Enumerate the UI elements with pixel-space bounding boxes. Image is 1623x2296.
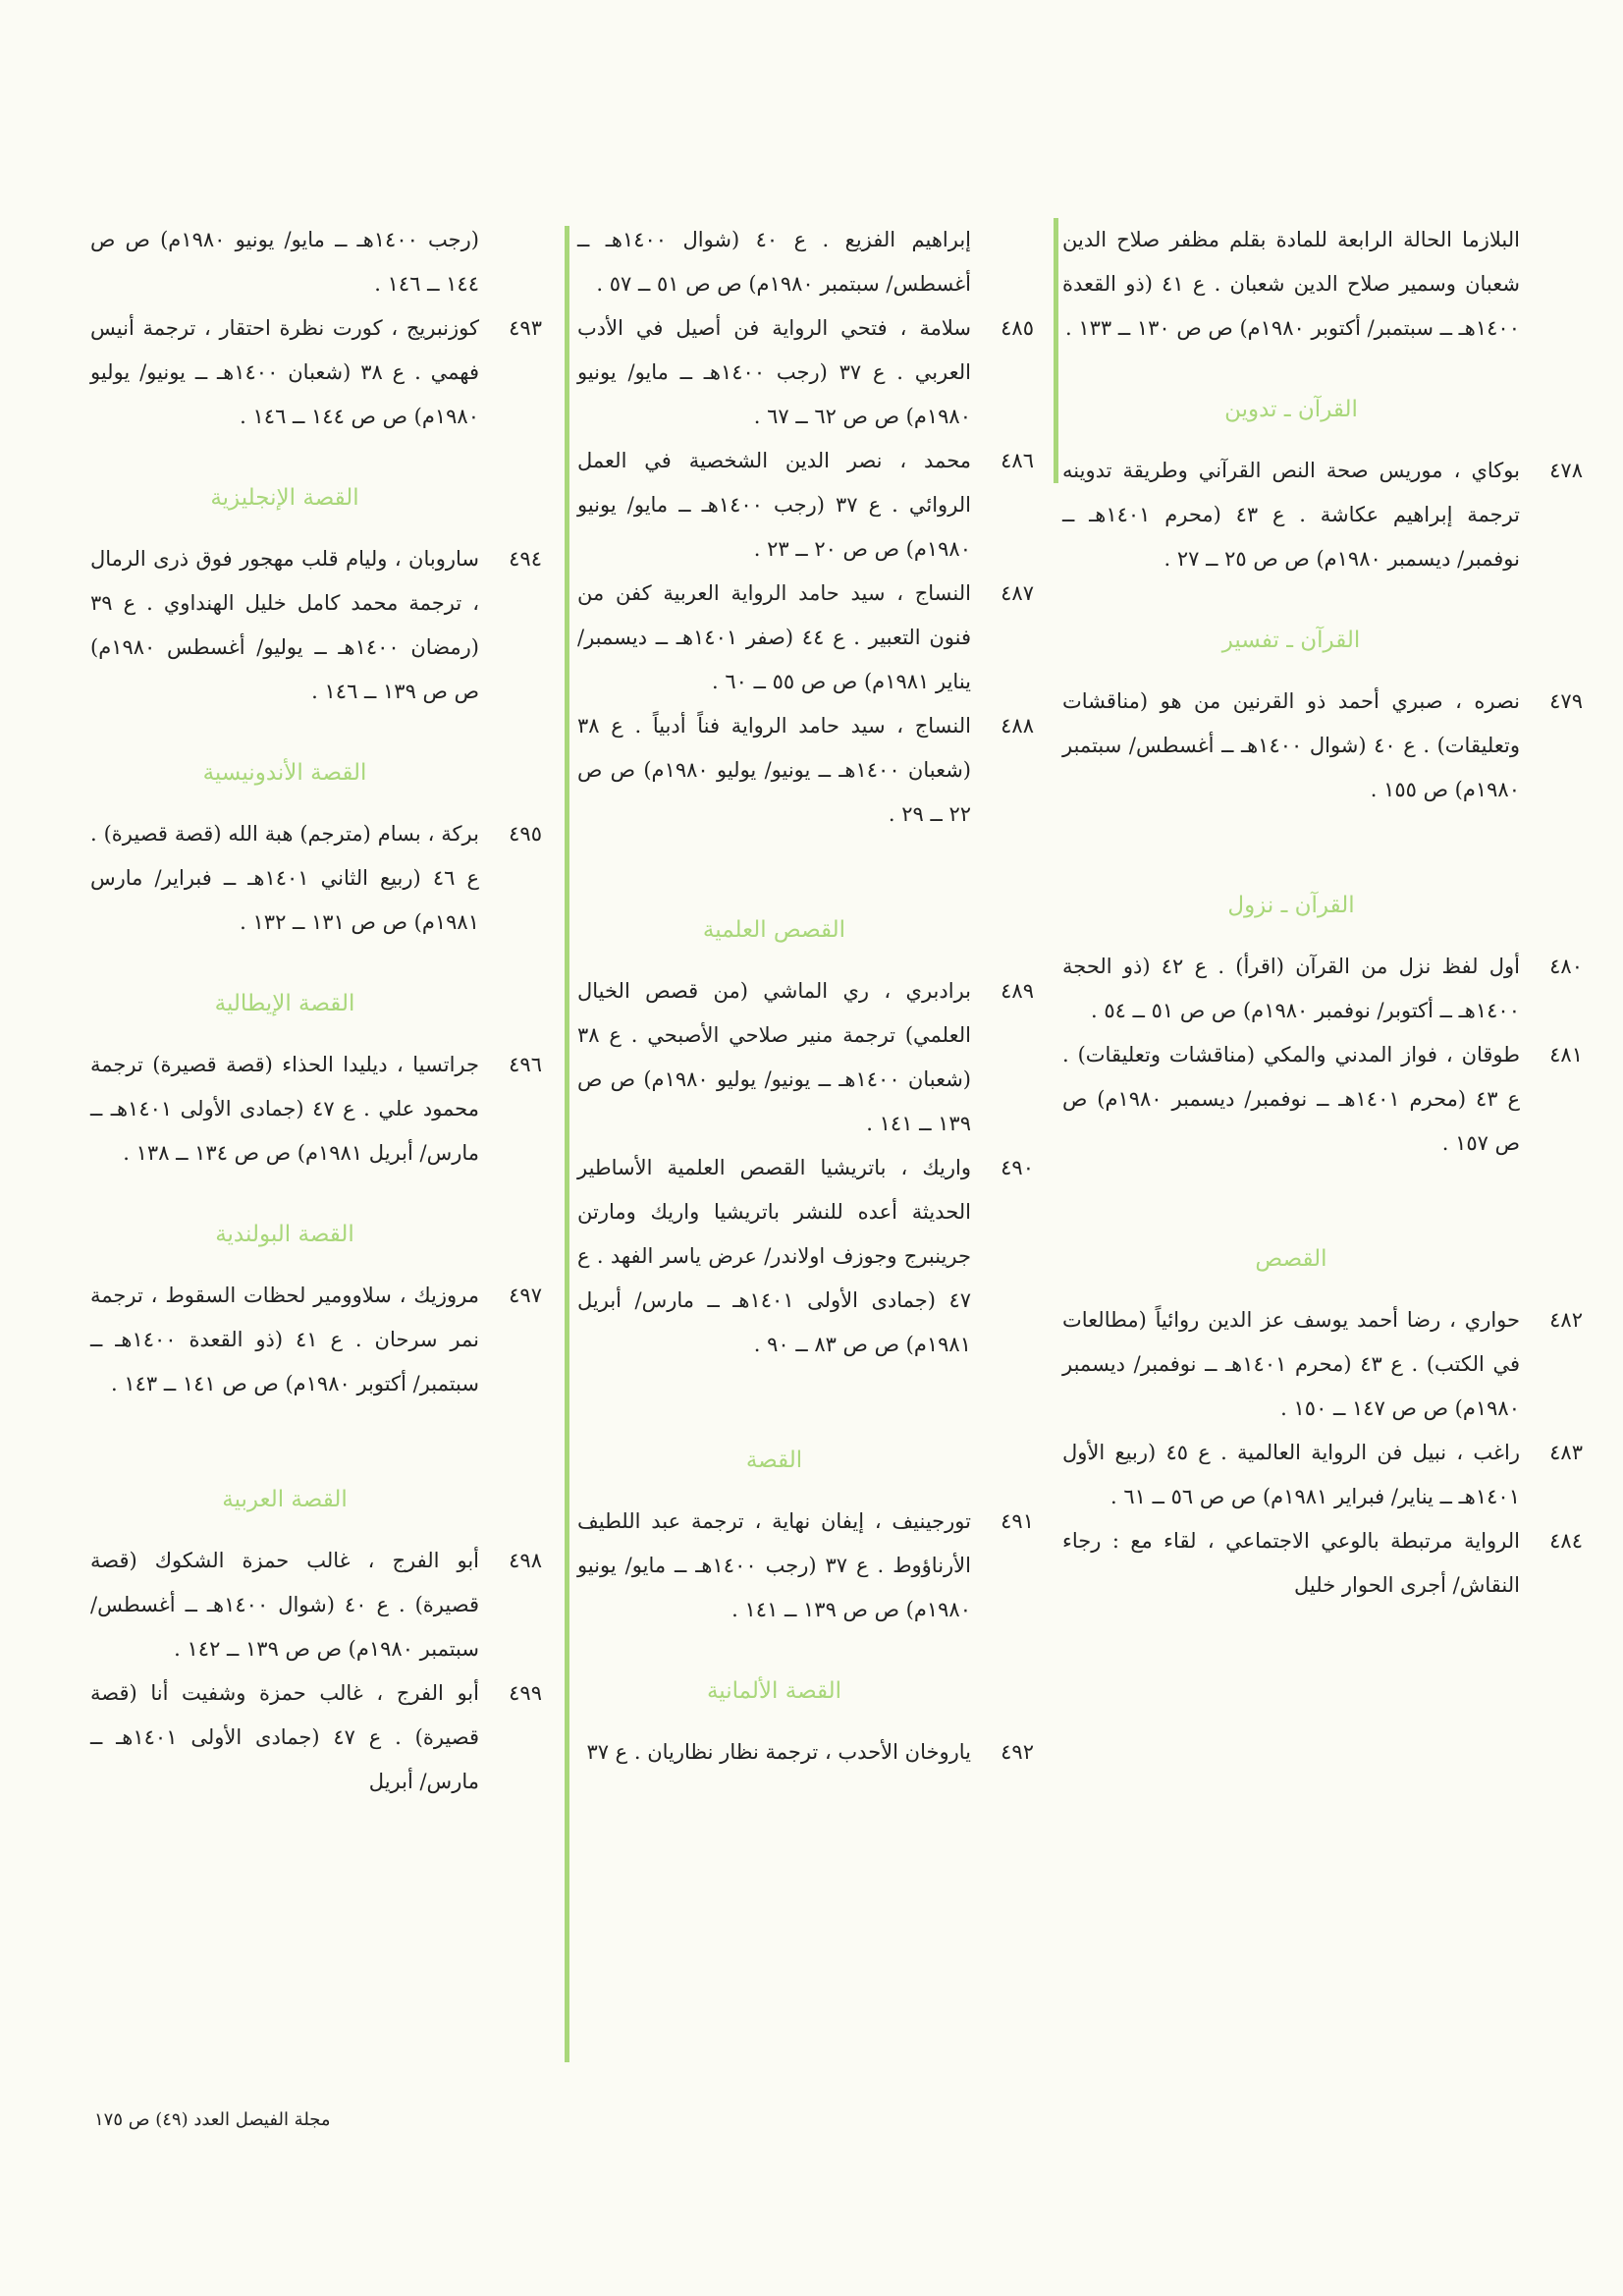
entry-494 <box>90 537 542 714</box>
entry-number: ٤٨٢ <box>1549 1308 1583 1332</box>
entry-number: ٤٨٣ <box>1549 1441 1583 1464</box>
entry-498 <box>90 1539 542 1671</box>
entry-499 <box>90 1671 542 1804</box>
entry-text: الرواية مرتبطة بالوعي الاجتماعي ، لقاء مع : رجاء النقاش/ أجرى الحوار خليل <box>1062 1529 1520 1597</box>
entry-488 <box>577 704 1034 837</box>
entry-number: ٤٩٢ <box>1001 1740 1034 1764</box>
entry-480 <box>1062 945 1583 1033</box>
section-heading: القصص العلمية <box>702 917 846 943</box>
left-column <box>90 218 542 1804</box>
entry-text: ياروخان الأحدب ، ترجمة نظار نظاريان . ع ٣٧ <box>586 1740 971 1764</box>
entry-484 <box>1062 1519 1583 1608</box>
entry-number: ٤٩٦ <box>509 1053 542 1076</box>
section-heading: القصة الأندونيسية <box>202 760 367 786</box>
entry-478 <box>1062 449 1583 581</box>
entry-479 <box>1062 680 1583 812</box>
section-heading: القصة الإنجليزية <box>210 485 359 511</box>
entry-text: بركة ، بسام (مترجم) هبة الله (قصة قصيرة) . ع ٤٦ (ربيع الثاني ١٤٠١هـ ــ فبراير/ مارس ١٩٨١م) ص ص ١٣١ ــ ١٣٢ . <box>90 822 479 934</box>
entry-number: ٤٩٩ <box>509 1681 542 1705</box>
entry-number: ٤٨١ <box>1549 1043 1583 1066</box>
right-column <box>1062 218 1583 1608</box>
entry-text: كوزنبريج ، كورت نظرة احتقار ، ترجمة أنيس فهمي . ع ٣٨ (شعبان ١٤٠٠هـ ــ يونيو/ يوليو ١٩٨٠م) ص ص ١٤٤ ــ ١٤٦ . <box>90 316 479 428</box>
entry-489 <box>577 969 1034 1146</box>
entry-number: ٤٩٤ <box>509 547 542 571</box>
entry-number: ٤٨٨ <box>1001 714 1034 738</box>
entry-497 <box>90 1274 542 1406</box>
entry-text: برادبري ، ري الماشي (من قصص الخيال العلمي) ترجمة منير صلاحي الأصبحي . ع ٣٨ (شعبان ١٤٠٠هـ ــ يونيو/ يوليو ١٩٨٠م) ص ص ١٣٩ ــ ١٤١ . <box>577 979 971 1135</box>
entry-text: أبو الفرج ، غالب حمزة وشفيت أنا (قصة قصيرة) . ع ٤٧ (جمادى الأولى ١٤٠١هـ ــ مارس/ أبريل <box>90 1681 479 1793</box>
entry-continuation: إبراهيم الفزيع . ع ٤٠ (شوال ١٤٠٠هـ ــ أغسطس/ سبتمبر ١٩٨٠م) ص ص ٥١ ــ ٥٧ . <box>577 228 971 296</box>
section-heading: القرآن ـ نزول <box>1227 893 1355 918</box>
entry-number: ٤٨٥ <box>1001 316 1034 340</box>
entry-482 <box>1062 1298 1583 1431</box>
entry-continuation: البلازما الحالة الرابعة للمادة بقلم مظفر صلاح الدين شعبان وسمير صلاح الدين شعبان . ع ٤١ (ذو القعدة ١٤٠٠هـ ــ سبتمبر/ أكتوبر ١٩٨٠م) ص ص ١٣٠ ــ ١٣٣ . <box>1062 228 1520 340</box>
entry-491 <box>577 1500 1034 1632</box>
entry-number: ٤٩١ <box>1001 1509 1034 1533</box>
entry-481 <box>1062 1033 1583 1166</box>
entry-number: ٤٩٨ <box>509 1549 542 1572</box>
entry-number: ٤٩٥ <box>509 822 542 846</box>
entry-number: ٤٨٦ <box>1001 449 1034 472</box>
entry-text: أول لفظ نزل من القرآن (اقرأ) . ع ٤٢ (ذو الحجة ١٤٠٠هـ ــ أكتوبر/ نوفمبر ١٩٨٠م) ص ص ٥١ ــ ٥٤ . <box>1062 955 1520 1022</box>
column-divider-right <box>1054 218 1058 483</box>
entry-number: ٤٨٤ <box>1549 1529 1583 1553</box>
entry-number: ٤٩٠ <box>1001 1156 1034 1179</box>
entry-text: نصره ، صبري أحمد ذو القرنين من هو (مناقشات وتعليقات) . ع ٤٠ (شوال ١٤٠٠هـ ــ أغسطس/ سبتمبر ١٩٨٠م) ص ١٥٥ . <box>1062 689 1520 801</box>
entry-number: ٤٨٩ <box>1001 979 1034 1003</box>
entry-text: واريك ، باتريشيا القصص العلمية الأساطير الحديثة أعده للنشر باتريشيا واريك ومارتن جرينبرج وجوزف اولاندر/ عرض ياسر الفهد . ع ٤٧ (جمادى الأولى ١٤٠١هـ ــ مارس/ أبريل ١٩٨١م) ص ص ٨٣ ــ ٩٠ . <box>577 1156 971 1356</box>
entry-text: راغب ، نبيل فن الرواية العالمية . ع ٤٥ (ربيع الأول ١٤٠١هـ ــ يناير/ فبراير ١٩٨١م) ص ص ٥٦ ــ ٦١ . <box>1062 1441 1520 1508</box>
section-heading: القرآن ـ تدوين <box>1224 397 1358 422</box>
page-footer: مجلة الفيصل العدد (٤٩) ص ١٧٥ <box>94 2109 331 2130</box>
section-heading: القصة العربية <box>222 1487 348 1512</box>
entry-490 <box>577 1146 1034 1367</box>
entry-text: مروزيك ، سلاوومير لحظات السقوط ، ترجمة نمر سرحان . ع ٤١ (ذو القعدة ١٤٠٠هـ ــ سبتمبر/ أكتوبر ١٩٨٠م) ص ص ١٤١ ــ ١٤٣ . <box>90 1284 479 1395</box>
entry-495 <box>90 812 542 945</box>
entry-text: سلامة ، فتحي الرواية فن أصيل في الأدب العربي . ع ٣٧ (رجب ١٤٠٠هـ ــ مايو/ يونيو ١٩٨٠م) ص ص ٦٢ ــ ٦٧ . <box>577 316 971 428</box>
section-heading: القرآن ـ تفسير <box>1221 628 1361 653</box>
entry-text: النساج ، سيد حامد الرواية العربية كفن من فنون التعبير . ع ٤٤ (صفر ١٤٠١هـ ــ ديسمبر/ يناير ١٩٨١م) ص ص ٥٥ ــ ٦٠ . <box>577 581 971 693</box>
entry-text: النساج ، سيد حامد الرواية فناً أدبياً . ع ٣٨ (شعبان ١٤٠٠هـ ــ يونيو/ يوليو ١٩٨٠م) ص ص ٢٢ ــ ٢٩ . <box>577 714 971 826</box>
entry-number: ٤٩٣ <box>509 316 542 340</box>
section-heading: القصة البولندية <box>215 1222 354 1247</box>
entry-number: ٤٧٩ <box>1549 689 1583 713</box>
entry-text: بوكاي ، موريس صحة النص القرآني وطريقة تدوينه ترجمة إبراهيم عكاشة . ع ٤٣ (محرم ١٤٠١هـ ــ نوفمبر/ ديسمبر ١٩٨٠م) ص ص ٢٥ ــ ٢٧ . <box>1062 459 1521 571</box>
entry-486 <box>577 439 1034 572</box>
section-heading: القصة <box>745 1448 803 1473</box>
section-heading: القصة الألمانية <box>706 1678 842 1704</box>
entry-number: ٤٨٠ <box>1549 955 1583 978</box>
entry-number: ٤٧٨ <box>1549 459 1583 482</box>
entry-485 <box>577 306 1034 439</box>
entry-492 <box>577 1730 1034 1775</box>
middle-column <box>577 218 1034 1775</box>
entry-text: تورجينيف ، إيفان نهاية ، ترجمة عبد اللطيف الأرناؤوط . ع ٣٧ (رجب ١٤٠٠هـ ــ مايو/ يونيو ١٩٨٠م) ص ص ١٣٩ ــ ١٤١ . <box>577 1509 971 1621</box>
entry-text: ساروبان ، وليام قلب مهجور فوق ذرى الرمال ، ترجمة محمد كامل خليل الهنداوي . ع ٣٩ (رمضان ١٤٠٠هـ ــ يوليو/ أغسطس ١٩٨٠م) ص ص ١٣٩ ــ ١٤٦ . <box>90 547 479 703</box>
entry-number: ٤٨٧ <box>1001 581 1034 605</box>
entry-487 <box>577 572 1034 704</box>
column-divider-middle <box>565 226 569 2062</box>
entry-496 <box>90 1043 542 1175</box>
entry-483 <box>1062 1431 1583 1519</box>
section-heading: القصة الإيطالية <box>214 991 355 1016</box>
entry-text: أبو الفرج ، غالب حمزة الشكوك (قصة قصيرة) . ع ٤٠ (شوال ١٤٠٠هـ ــ أغسطس/ سبتمبر ١٩٨٠م) ص ص ١٣٩ ــ ١٤٢ . <box>90 1549 479 1661</box>
entry-text: طوقان ، فواز المدني والمكي (مناقشات وتعليقات) . ع ٤٣ (محرم ١٤٠١هـ ــ نوفمبر/ ديسمبر ١٩٨٠م) ص ص ١٥٧ . <box>1062 1043 1520 1155</box>
entry-text: جراتسيا ، ديليدا الحذاء (قصة قصيرة) ترجمة محمود علي . ع ٤٧ (جمادى الأولى ١٤٠١هـ ــ مارس/ أبريل ١٩٨١م) ص ص ١٣٤ ــ ١٣٨ . <box>90 1053 479 1165</box>
entry-continuation: (رجب ١٤٠٠هـ ــ مايو/ يونيو ١٩٨٠م) ص ص ١٤٤ ــ ١٤٦ . <box>90 228 479 296</box>
entry-text: محمد ، نصر الدين الشخصية في العمل الروائي . ع ٣٧ (رجب ١٤٠٠هـ ــ مايو/ يونيو ١٩٨٠م) ص ص ٢٠ ــ ٢٣ . <box>577 449 972 561</box>
entry-493 <box>90 306 542 439</box>
entry-number: ٤٩٧ <box>509 1284 542 1307</box>
entry-text: حواري ، رضا أحمد يوسف عز الدين روائياً (مطالعات في الكتب) . ع ٤٣ (محرم ١٤٠١هـ ــ نوفمبر/ ديسمبر ١٩٨٠م) ص ص ١٤٧ ــ ١٥٠ . <box>1062 1308 1520 1420</box>
section-heading: القصص <box>1255 1246 1327 1272</box>
